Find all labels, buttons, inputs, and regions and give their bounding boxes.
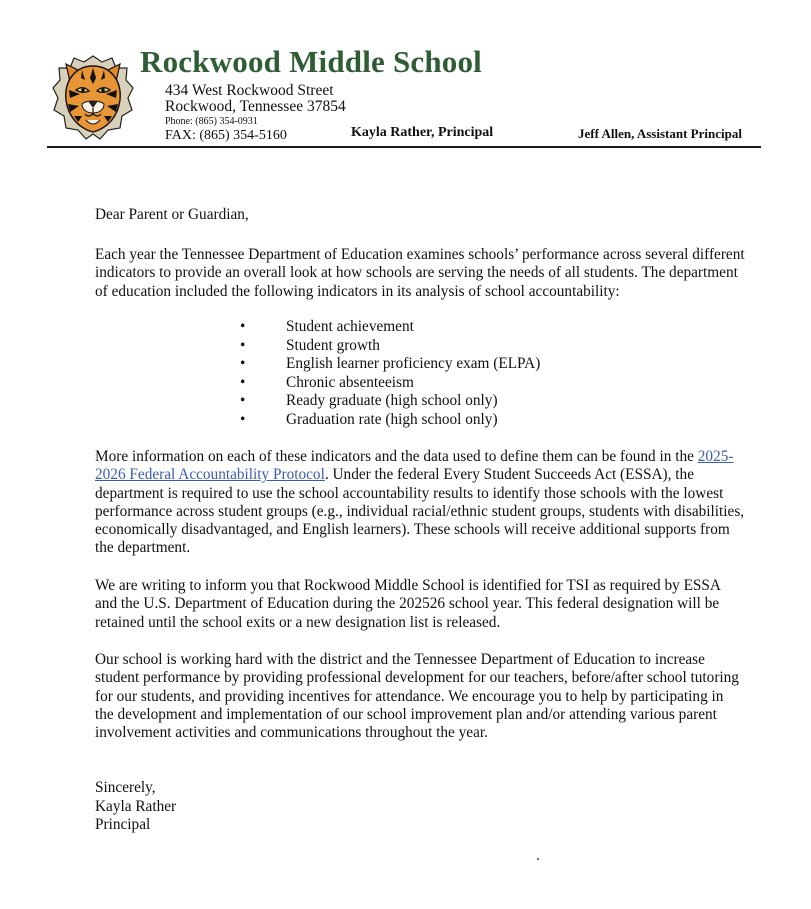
address-street: 434 West Rockwood Street [165,82,334,99]
indicator-list [240,318,540,430]
school-name: Rockwood Middle School [140,44,482,79]
indicator-label: Student achievement [286,318,414,335]
bullet-icon: • [240,373,246,391]
accountability-protocol-link[interactable]: 2025-2026 Federal Accountability Protocol [95,448,734,484]
bullet-icon: • [240,336,246,354]
address-city-state: Rockwood, Tennessee 37854 [165,98,346,115]
indicator-label: English learner proficiency exam (ELPA) [286,355,541,373]
list-item [240,374,540,393]
phone-number: Phone: (865) 354-0931 [165,116,258,127]
principal-name: Kayla Rather, Principal [351,125,494,140]
paragraph-tsi-designation: We are writing to inform you that Rockwood Middle School is identified for TSI as required by ESSA and the U.S. Department of Education during the 202526 school year. This federal designation will be retained until the school exits or a new designation list is released. [95,577,721,631]
scan-speck [537,858,539,860]
list-item [240,355,540,374]
closing-salutation: Sincerely, [95,779,156,796]
list-item [240,337,540,356]
bullet-icon: • [240,410,246,428]
greeting: Dear Parent or Guardian, [95,206,249,223]
fax-number: FAX: (865) 354-5160 [165,128,287,143]
bullet-icon: • [240,318,246,335]
indicator-label: Student growth [286,336,380,354]
list-item [240,318,540,337]
paragraph-indicators-intro: Each year the Tennessee Department of Education examines schools’ performance across several different indicators to provide an overall look at how schools are serving the needs of all students. The department of education included the following indicators in its analysis of school accountability: [95,246,745,300]
paragraph-text: . Under the federal Every Student Succeeds Act (ESSA), the department is required to use the school accountability results to identify those schools with the lowest performance across student groups (e.g., individual racial/ethnic student groups, students with disabilities, economically disadvantaged, and English learners). These schools will receive additional supports from the department. [95,466,745,557]
indicator-label: Ready graduate (high school only) [286,392,498,410]
signature-block [95,779,176,835]
signer-title: Principal [95,816,151,834]
indicator-label: Graduation rate (high school only) [286,410,498,428]
tiger-mascot-icon [52,54,134,140]
header-divider [47,146,761,148]
paragraph-text: More information on each of these indicators and the data used to define them can be found in the [95,448,698,465]
paragraph-more-information [95,448,745,558]
assistant-principal-name: Jeff Allen, Assistant Principal [578,126,742,141]
list-item [240,411,540,430]
indicator-label: Chronic absenteeism [286,373,414,391]
bullet-icon: • [240,392,246,410]
bullet-icon: • [240,355,246,373]
list-item [240,392,540,411]
paragraph-school-efforts: Our school is working hard with the district and the Tennessee Department of Education to increase student performance by providing professional development for our teachers, before/after school tutoring for our students, and providing incentives for attendance. We encourage you to help by participating in the development and implementation of our school improvement plan and/or attending various parent involvement activities and communications throughout the year. [95,651,739,742]
signer-name: Kayla Rather [95,797,177,815]
